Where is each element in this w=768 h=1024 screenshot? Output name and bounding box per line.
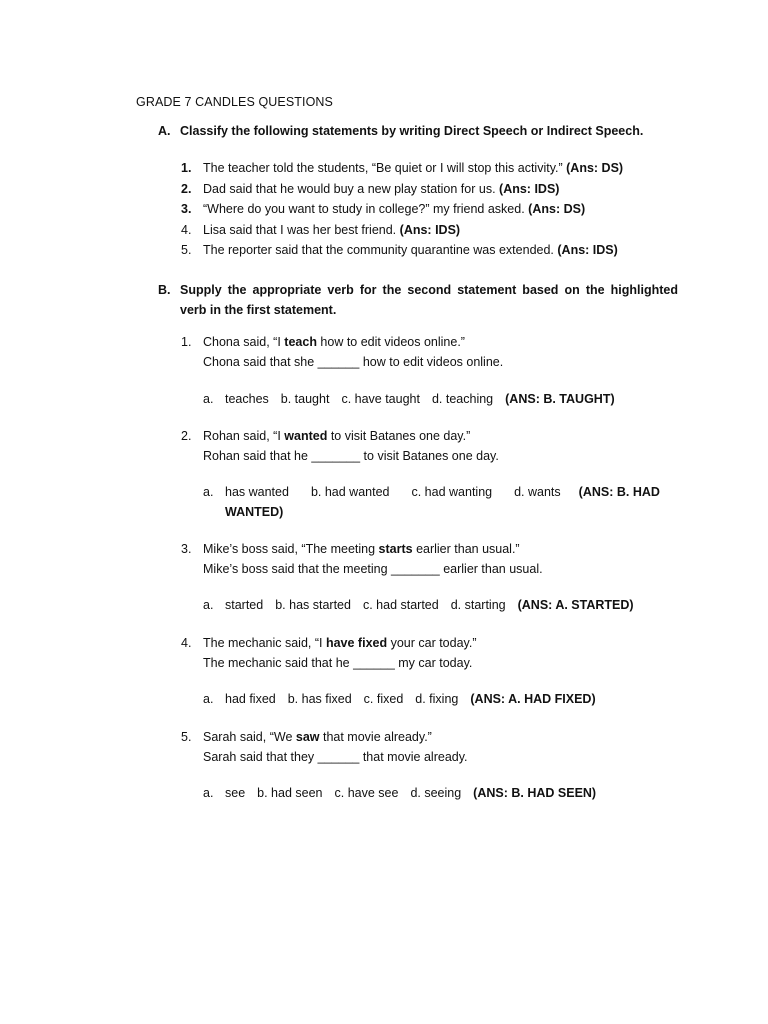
answer: (ANS: B. HAD SEEN) <box>473 786 597 800</box>
highlighted-verb: saw <box>295 730 320 744</box>
highlighted-verb: starts <box>378 542 413 556</box>
question-5 <box>181 730 681 800</box>
list-item <box>181 244 623 265</box>
list-item <box>181 203 623 224</box>
choices: a. started b. has started c. had started d. starting (ANS: A. STARTED) <box>203 598 634 612</box>
question-3 <box>181 542 681 612</box>
choice-b: b. taught <box>280 392 330 406</box>
section-b-letter: B. <box>158 283 171 297</box>
section-a-list <box>181 162 623 265</box>
choice-c: c. fixed <box>363 692 404 706</box>
section-a-heading-text: Classify the following statements by writing Direct Speech or Indirect Speech. <box>180 124 644 138</box>
item-answer: (Ans: DS) <box>566 161 624 175</box>
section-b-heading <box>158 281 678 320</box>
item-answer: (Ans: DS) <box>528 202 586 216</box>
choice-b: b. has started <box>275 598 351 612</box>
choice-a: had fixed <box>225 692 276 706</box>
choices: a. had fixed b. has fixed c. fixed d. fixing (ANS: A. HAD FIXED) <box>203 692 596 706</box>
answer: (ANS: A. STARTED) <box>517 598 634 612</box>
question-number: 1. <box>181 335 192 349</box>
choice-b: b. had wanted <box>310 485 390 499</box>
choice-d: d. starting <box>450 598 506 612</box>
highlighted-verb: teach <box>284 335 317 349</box>
item-answer: (Ans: IDS) <box>557 243 618 257</box>
choice-c: c. have see <box>334 786 399 800</box>
question-number: 5. <box>181 730 192 744</box>
section-a-letter: A. <box>158 124 171 138</box>
item-number: 3. <box>181 202 192 216</box>
choice-c: c. had wanting <box>411 485 493 499</box>
choices: a. teaches b. taught c. have taught d. teaching (ANS: B. TAUGHT) <box>203 392 615 406</box>
question-number: 3. <box>181 542 192 556</box>
answer-continued: WANTED) <box>225 505 284 519</box>
list-item <box>181 183 623 204</box>
answer: (ANS: A. HAD FIXED) <box>470 692 596 706</box>
item-number: 2. <box>181 181 192 196</box>
question-blank-statement: Sarah said that they ______ that movie already. <box>203 750 468 764</box>
question-statement: Chona said, “I teach how to edit videos online.” <box>203 335 465 349</box>
item-number: 5. <box>181 243 192 257</box>
choice-d: d. wants <box>514 485 561 499</box>
question-statement: Rohan said, “I wanted to visit Batanes one day.” <box>203 429 471 443</box>
choice-b: b. has fixed <box>287 692 352 706</box>
question-number: 2. <box>181 429 192 443</box>
choices: a. has wanted b. had wanted c. had wanting d. wants (ANS: B. HAD <box>203 485 660 499</box>
choice-d: d. fixing <box>415 692 459 706</box>
question-blank-statement: The mechanic said that he ______ my car today. <box>203 656 473 670</box>
item-text: Lisa said that I was her best friend. <box>203 222 397 237</box>
choice-a: started <box>225 598 264 612</box>
question-2 <box>181 429 681 519</box>
choice-a: teaches <box>225 392 269 406</box>
question-4 <box>181 636 681 706</box>
question-blank-statement: Chona said that she ______ how to edit videos online. <box>203 355 504 369</box>
item-text: “Where do you want to study in college?” my friend asked. <box>203 202 525 216</box>
choice-c: c. had started <box>362 598 439 612</box>
section-a-heading <box>158 125 643 138</box>
item-number: 4. <box>181 222 192 237</box>
highlighted-verb: have fixed <box>325 636 388 650</box>
choice-c: c. have taught <box>341 392 420 406</box>
choice-b: b. had seen <box>257 786 323 800</box>
answer: (ANS: B. HAD <box>578 485 660 499</box>
question-blank-statement: Rohan said that he _______ to visit Batanes one day. <box>203 449 499 463</box>
choice-d: d. teaching <box>431 392 494 406</box>
question-statement: The mechanic said, “I have fixed your car today.” <box>203 636 477 650</box>
item-number: 1. <box>181 161 192 175</box>
item-answer: (Ans: IDS) <box>499 181 560 196</box>
choice-d: d. seeing <box>410 786 462 800</box>
list-item <box>181 162 623 183</box>
answer: (ANS: B. TAUGHT) <box>505 392 615 406</box>
question-blank-statement: Mike’s boss said that the meeting _______ earlier than usual. <box>203 562 543 576</box>
choice-a: see <box>225 786 246 800</box>
question-statement: Mike’s boss said, “The meeting starts earlier than usual.” <box>203 542 520 556</box>
page-title: GRADE 7 CANDLES QUESTIONS <box>136 95 333 109</box>
list-item <box>181 224 623 245</box>
highlighted-verb: wanted <box>284 429 328 443</box>
question-1 <box>181 335 681 406</box>
choice-a: has wanted <box>225 485 289 499</box>
item-text: The reporter said that the community quarantine was extended. <box>203 243 554 257</box>
item-answer: (Ans: IDS) <box>399 222 461 237</box>
choices: a. see b. had seen c. have see d. seeing (ANS: B. HAD SEEN) <box>203 786 597 800</box>
item-text: Dad said that he would buy a new play station for us. <box>203 181 496 196</box>
item-text: The teacher told the students, “Be quiet or I will stop this activity.” <box>203 161 563 175</box>
question-number: 4. <box>181 636 192 650</box>
question-statement: Sarah said, “We saw that movie already.” <box>203 730 432 744</box>
section-b-heading-text: Supply the appropriate verb for the second statement based on the highlighted verb in the first statement. <box>180 283 678 317</box>
